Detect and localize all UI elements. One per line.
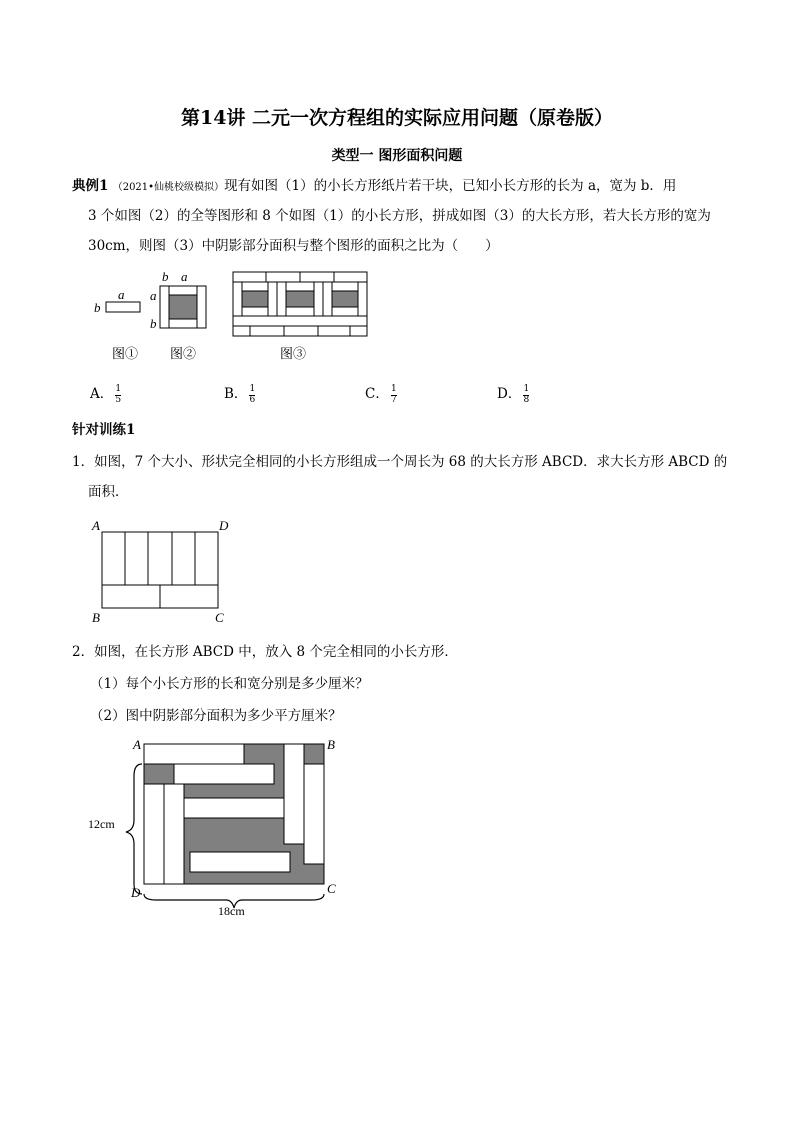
example-1-figures bbox=[88, 266, 388, 366]
vertex-c: C bbox=[327, 881, 336, 896]
question-2-figure bbox=[86, 734, 356, 920]
question-1-line-2: 面积． bbox=[88, 484, 129, 500]
question-2-sub-1: （1）每个小长方形的长和宽分别是多少厘米？ bbox=[90, 676, 369, 692]
fig-1-caption: 图① bbox=[112, 346, 139, 361]
example-source: （2021•仙桃校级模拟） bbox=[112, 182, 225, 193]
option-d[interactable] bbox=[497, 382, 529, 405]
height-label: 12cm bbox=[88, 817, 115, 831]
figure-2 bbox=[150, 269, 206, 331]
page-title: 第14讲 二元一次方程组的实际应用问题（原卷版） bbox=[180, 107, 614, 129]
label-b: b bbox=[162, 269, 169, 284]
option-numerator: 1 bbox=[249, 383, 256, 394]
vertex-a: A bbox=[133, 737, 141, 752]
label-a: a bbox=[181, 269, 188, 284]
label-b: b bbox=[150, 316, 157, 331]
option-letter: A． bbox=[90, 386, 114, 402]
label-a: a bbox=[118, 287, 125, 302]
option-letter: B． bbox=[224, 386, 248, 402]
option-denominator: 7 bbox=[390, 394, 397, 405]
question-1-line-1: 1．如图，7 个大小、形状完全相同的小长方形组成一个周长为 68 的大长方形 ABCD．求大长方形 ABCD 的 bbox=[72, 454, 728, 470]
option-numerator: 1 bbox=[523, 383, 530, 394]
option-a[interactable] bbox=[90, 382, 121, 405]
example-1-line-2: 3 个如图（2）的全等图形和 8 个如图（1）的小长方形，拼成如图（3）的大长方形，若大长方形的宽为 bbox=[88, 208, 711, 224]
practice-heading: 针对训练1 bbox=[72, 422, 136, 438]
question-2-sub-2: （2）图中阴影部分面积为多少平方厘米？ bbox=[90, 708, 342, 724]
width-label: 18cm bbox=[218, 904, 245, 918]
fig-2-caption: 图② bbox=[170, 346, 197, 361]
example-label: 典例1 bbox=[72, 178, 109, 194]
option-numerator: 1 bbox=[390, 383, 397, 394]
option-letter: C． bbox=[365, 386, 389, 402]
example-text-1: 现有如图（1）的小长方形纸片若干块，已知小长方形的长为 a，宽为 b．用 bbox=[224, 178, 677, 194]
label-b: b bbox=[94, 300, 101, 315]
question-2-line-1: 2．如图，在长方形 ABCD 中，放入 8 个完全相同的小长方形． bbox=[72, 644, 458, 660]
section-heading: 类型一 图形面积问题 bbox=[331, 148, 463, 164]
option-b[interactable] bbox=[224, 382, 255, 405]
vertex-d: D bbox=[131, 885, 141, 900]
option-letter: D． bbox=[497, 386, 522, 402]
example-1-line-3: 30cm，则图（3）中阴影部分面积与整个图形的面积之比为（ ） bbox=[88, 238, 499, 254]
option-denominator: 6 bbox=[249, 394, 256, 405]
question-1-figure bbox=[88, 514, 248, 626]
vertex-d: D bbox=[219, 518, 229, 533]
fig-3-caption: 图③ bbox=[280, 346, 307, 361]
figure-1 bbox=[94, 287, 140, 315]
example-1-line-1 bbox=[72, 176, 676, 198]
vertex-c: C bbox=[215, 610, 224, 625]
option-c[interactable] bbox=[365, 382, 397, 405]
vertex-b: B bbox=[327, 737, 335, 752]
vertex-a: A bbox=[92, 518, 100, 533]
figure-3 bbox=[233, 272, 367, 336]
vertex-b: B bbox=[92, 610, 100, 625]
label-a: a bbox=[150, 288, 157, 303]
option-numerator: 1 bbox=[115, 383, 122, 394]
option-denominator: 5 bbox=[115, 394, 122, 405]
option-denominator: 8 bbox=[523, 394, 530, 405]
